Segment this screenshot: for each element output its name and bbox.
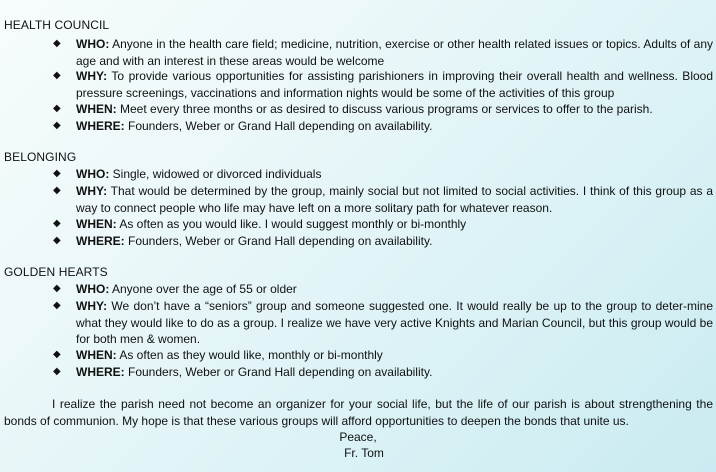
item-text — [76, 347, 713, 364]
item-text — [76, 68, 713, 101]
item-text — [76, 166, 713, 183]
item-body: Founders, Weber or Grand Hall depending on availability. — [124, 234, 433, 248]
item-body: Meet every three months or as desired to discuss various programs or services to offer to the parish. — [116, 102, 653, 116]
item-text — [76, 364, 713, 381]
item-label: WHO: — [76, 167, 110, 181]
item-text — [76, 298, 713, 348]
section-title: GOLDEN HEARTS — [4, 265, 108, 279]
item-text — [76, 216, 713, 233]
diamond-bullet-icon: ◆ — [53, 70, 61, 81]
diamond-bullet-icon: ◆ — [53, 300, 61, 311]
section-title: BELONGING — [4, 150, 77, 164]
item-text — [76, 36, 713, 69]
item-text — [76, 281, 713, 298]
item-text — [76, 233, 713, 250]
diamond-bullet-icon: ◆ — [53, 349, 61, 360]
item-label: WHERE: — [76, 234, 125, 248]
item-body: We don’t have a “seniors” group and someone suggested one. It would really be up to the group to deter-mine what they would like to do as a group. I realize we have very active Knights and Marian Council, but this group would be for both men & women. — [76, 299, 713, 346]
item-label: WHO: — [76, 282, 110, 296]
item-text — [76, 183, 713, 216]
item-label: WHY: — [76, 299, 108, 313]
diamond-bullet-icon: ◆ — [53, 120, 61, 131]
diamond-bullet-icon: ◆ — [53, 168, 61, 179]
diamond-bullet-icon: ◆ — [53, 235, 61, 246]
item-body: Anyone over the age of 55 or older — [109, 282, 297, 296]
item-label: WHEN: — [76, 217, 117, 231]
item-label: WHERE: — [76, 365, 125, 379]
item-label: WHEN: — [76, 102, 117, 116]
item-body: Single, widowed or divorced individuals — [109, 167, 322, 181]
item-label: WHEN: — [76, 348, 117, 362]
diamond-bullet-icon: ◆ — [53, 103, 61, 114]
item-body: Founders, Weber or Grand Hall depending on availability. — [124, 365, 433, 379]
item-label: WHO: — [76, 37, 110, 51]
diamond-bullet-icon: ◆ — [53, 366, 61, 377]
diamond-bullet-icon: ◆ — [53, 218, 61, 229]
section-title: HEALTH COUNCIL — [4, 18, 110, 32]
item-body: As often as they would like, monthly or bi-monthly — [116, 348, 383, 362]
item-body: To provide various opportunities for assisting parishioners in improving their overall health and wellness. Blood pressure screenings, vaccinations and information nights would be some of the activities of this group — [76, 69, 713, 100]
item-label: WHERE: — [76, 119, 125, 133]
item-label: WHY: — [76, 184, 108, 198]
item-text — [76, 101, 713, 118]
item-text — [76, 118, 713, 135]
diamond-bullet-icon: ◆ — [53, 185, 61, 196]
item-body: Founders, Weber or Grand Hall depending on availability. — [124, 119, 433, 133]
closing-salutation: Peace, — [339, 430, 377, 444]
closing-paragraph: I realize the parish need not become an organizer for your social life, but the life of our parish is about strengthening the bonds of communion. My hope is that these various groups will afford opportunities to deepen the bonds that unite us. — [4, 397, 713, 428]
signature-name: Fr. Tom — [344, 446, 384, 460]
item-body: As often as you would like. I would suggest monthly or bi-monthly — [116, 217, 467, 231]
item-label: WHY: — [76, 69, 108, 83]
diamond-bullet-icon: ◆ — [53, 283, 61, 294]
item-body: That would be determined by the group, mainly social but not limited to social activities. I think of this group as a way to connect people who life may have left on a more solitary path for whatever reason. — [76, 184, 713, 215]
diamond-bullet-icon: ◆ — [53, 38, 61, 49]
item-body: Anyone in the health care field; medicine, nutrition, exercise or other health related issues or topics. Adults of any age and with an interest in these areas would be welcome — [76, 37, 713, 68]
